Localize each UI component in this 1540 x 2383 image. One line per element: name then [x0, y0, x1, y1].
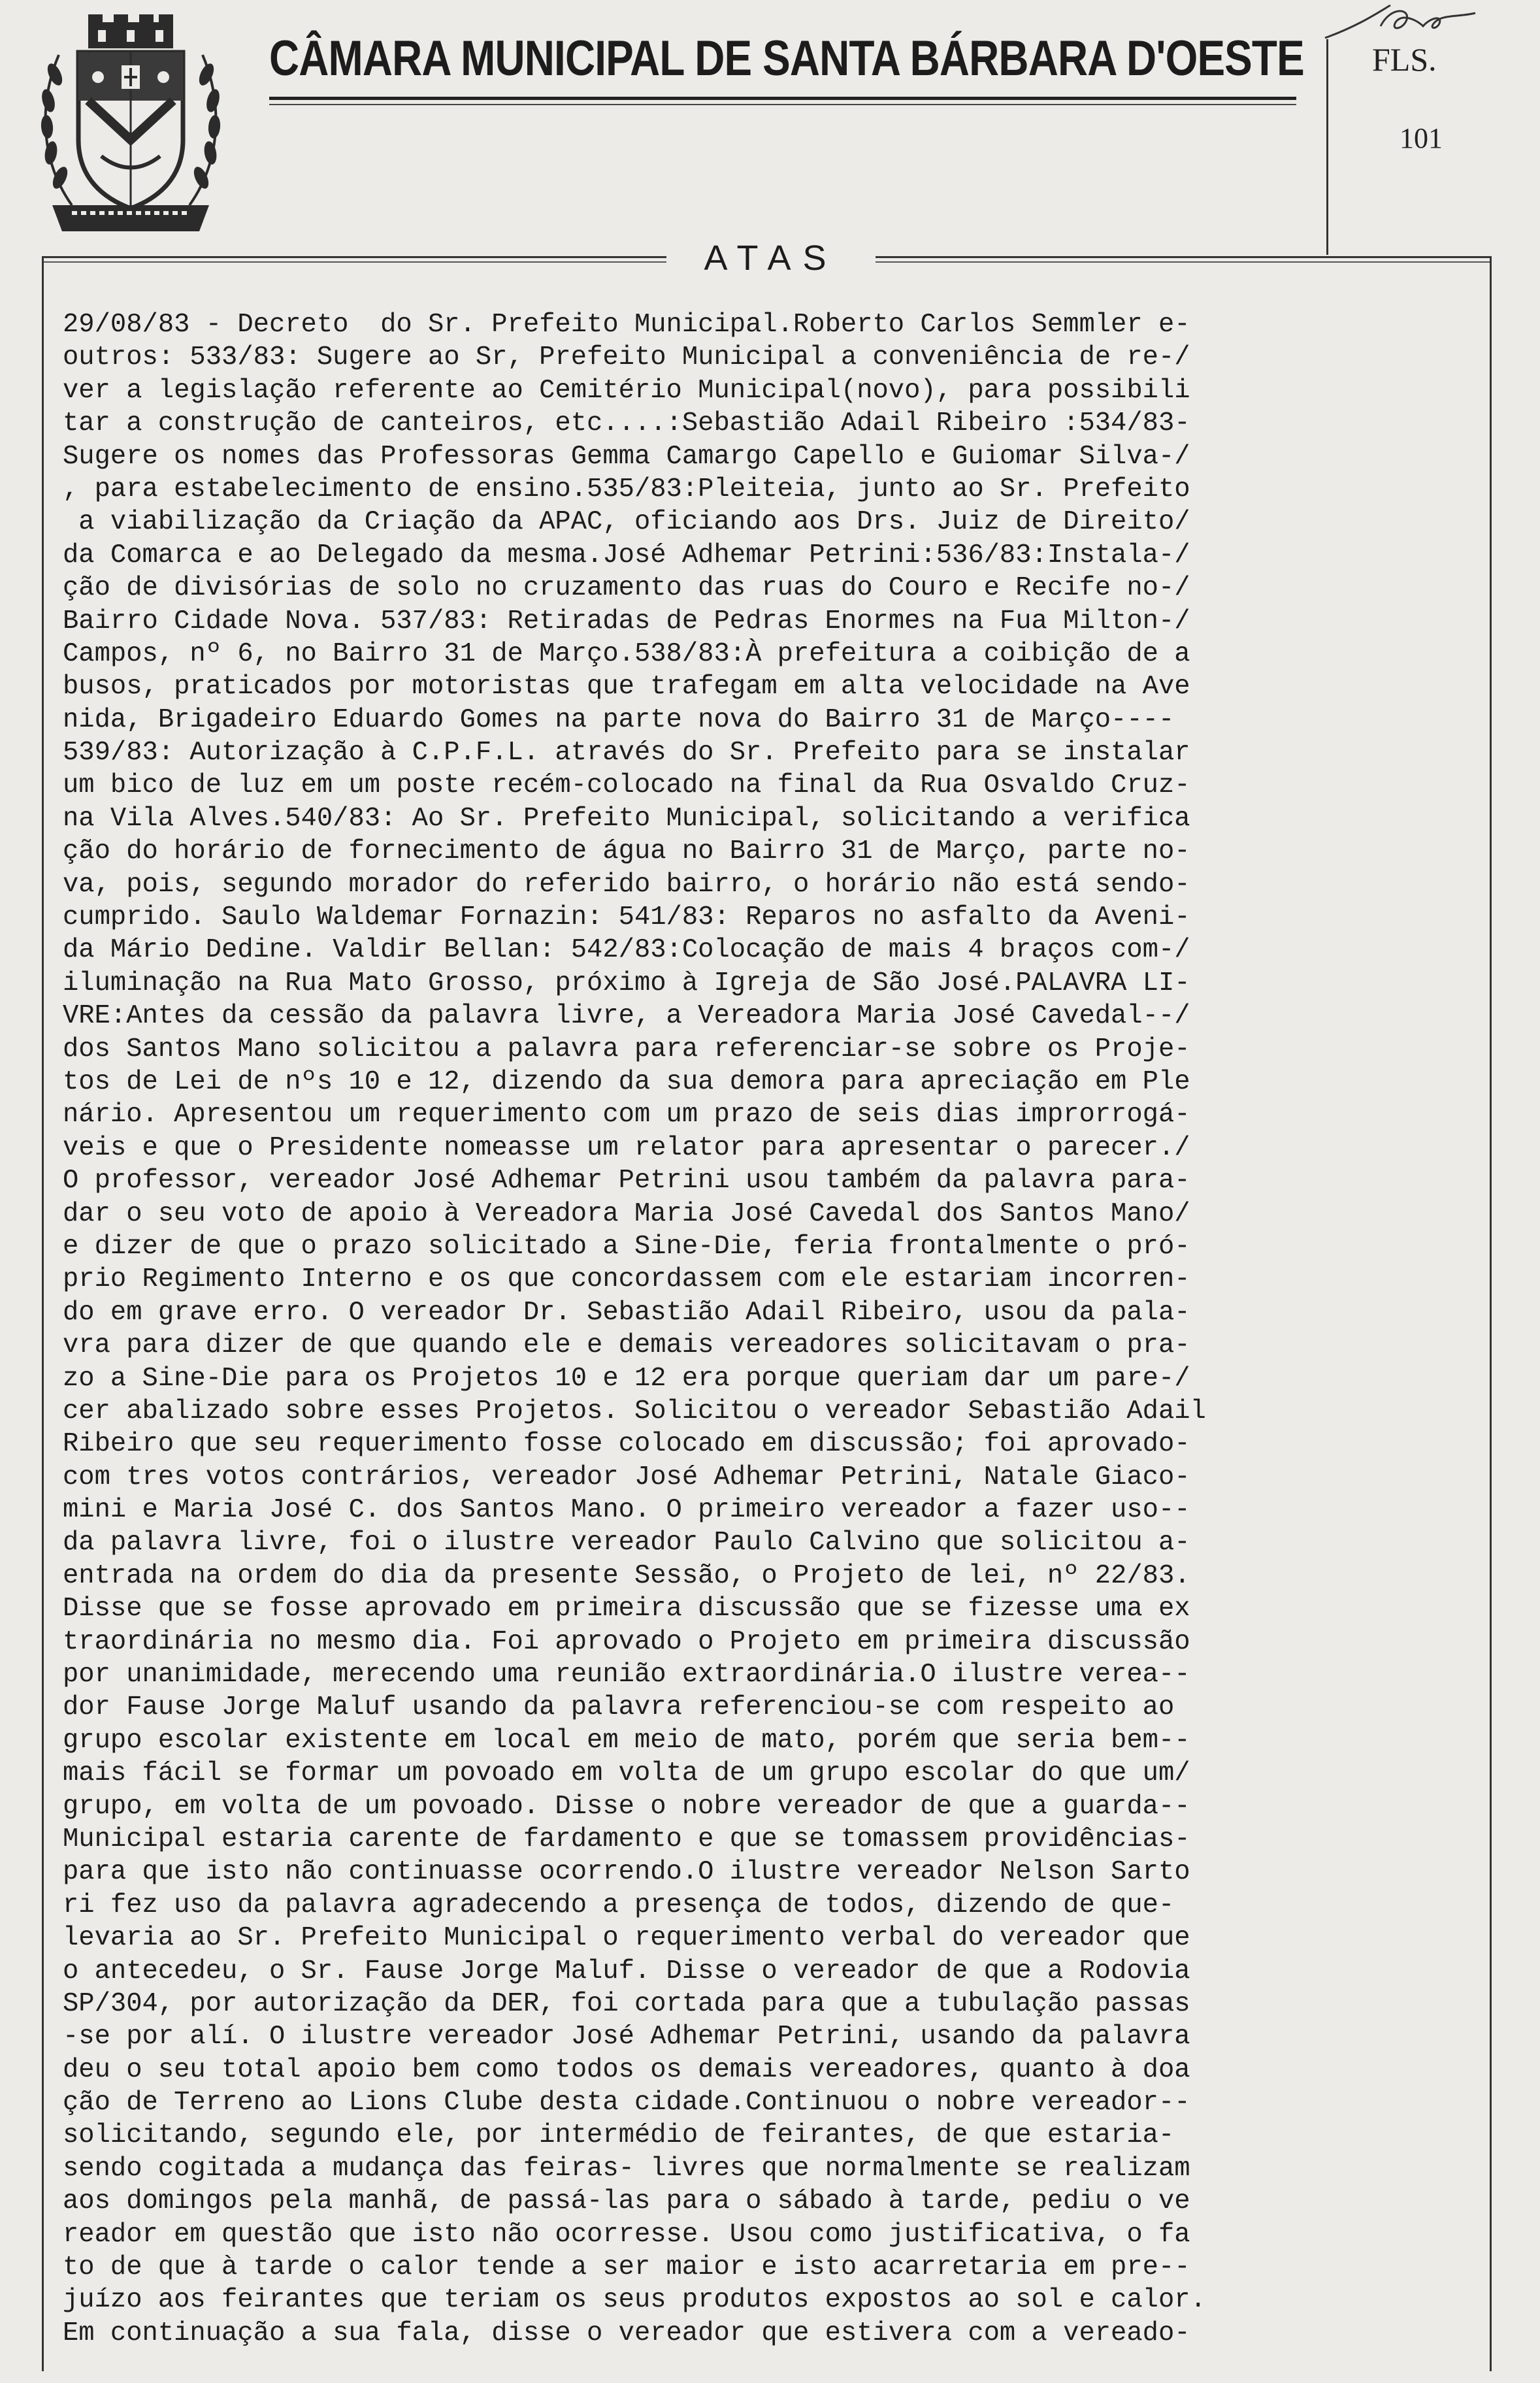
- header-rule-thin: [269, 104, 1296, 105]
- text-line: entrada na ordem do dia da presente Sessão, o Projeto de lei, nº 22/83.: [63, 1560, 1190, 1591]
- text-line: va, pois, segundo morador do referido bairro, o horário não está sendo-: [63, 869, 1190, 900]
- text-line: deu o seu total apoio bem como todos os demais vereadores, quanto à doa: [63, 2054, 1190, 2085]
- city-crest-logo: [33, 9, 229, 244]
- text-line: Em continuação a sua fala, disse o vereador que estivera com a vereado-: [63, 2318, 1190, 2348]
- text-line: com tres votos contrários, vereador José Adhemar Petrini, Natale Giaco-: [63, 1462, 1190, 1492]
- frame-top-right: [876, 256, 1492, 258]
- text-line: ção de Terreno ao Lions Clube desta cidade.Continuou o nobre vereador--: [63, 2088, 1190, 2118]
- text-line: da Mário Dedine. Valdir Bellan: 542/83:Colocação de mais 4 braços com-/: [63, 935, 1190, 966]
- frame-top-left-inner: [42, 261, 666, 263]
- text-line: Bairro Cidade Nova. 537/83: Retiradas de Pedras Enormes na Fua Milton-/: [63, 606, 1190, 636]
- text-line: juízo aos feirantes que teriam os seus produtos expostos ao sol e calor.: [63, 2285, 1206, 2316]
- text-line: grupo, em volta de um povoado. Disse o nobre vereador de que a guarda--: [63, 1791, 1190, 1822]
- text-line: dar o seu voto de apoio à Vereadora Maria José Cavedal dos Santos Mano/: [63, 1198, 1190, 1229]
- text-line: tos de Lei de nºs 10 e 12, dizendo da sua demora para apreciação em Ple: [63, 1066, 1190, 1097]
- text-line: ção do horário de fornecimento de água no Bairro 31 de Março, parte no-: [63, 836, 1190, 867]
- text-line: busos, praticados por motoristas que trafegam em alta velocidade na Ave: [63, 672, 1190, 702]
- text-line: cer abalizado sobre esses Projetos. Solicitou o vereador Sebastião Adail: [63, 1396, 1206, 1426]
- text-line: Disse que se fosse aprovado em primeira discussão que se fizesse uma ex: [63, 1594, 1190, 1624]
- text-line: do em grave erro. O vereador Dr. Sebastião Adail Ribeiro, usou da pala-: [63, 1297, 1190, 1328]
- text-line: um bico de luz em um poste recém-colocado na final da Rua Osvaldo Cruz-: [63, 770, 1190, 801]
- text-line: 29/08/83 - Decreto do Sr. Prefeito Municipal.Roberto Carlos Semmler e-: [63, 310, 1190, 340]
- organization-name: CÂMARA MUNICIPAL DE SANTA BÁRBARA D'OESTE: [269, 31, 1304, 86]
- text-line: traordinária no mesmo dia. Foi aprovado o Projeto em primeira discussão: [63, 1626, 1190, 1657]
- frame-top-right-inner: [876, 261, 1492, 263]
- text-line: iluminação na Rua Mato Grosso, próximo à Igreja de São José.PALAVRA LI-: [63, 968, 1190, 998]
- text-line: 539/83: Autorização à C.P.F.L. através do Sr. Prefeito para se instalar: [63, 738, 1190, 768]
- frame-right: [1490, 256, 1492, 2371]
- minutes-text: [63, 308, 1481, 2383]
- frame-top-left: [42, 256, 666, 258]
- text-line: aos domingos pela manhã, de passá-las para o sábado à tarde, pediu o ve: [63, 2186, 1190, 2217]
- text-line: SP/304, por autorização da DER, foi cortada para que a tubulação passas: [63, 1988, 1190, 2019]
- text-line: vra para dizer de que quando ele e demais vereadores solicitavam o pra-: [63, 1330, 1190, 1361]
- text-line: dos Santos Mano solicitou a palavra para referenciar-se sobre os Proje-: [63, 1034, 1190, 1064]
- text-line: dor Fause Jorge Maluf usando da palavra referenciou-se com respeito ao: [63, 1692, 1175, 1723]
- text-line: Sugere os nomes das Professoras Gemma Camargo Capello e Guiomar Silva-/: [63, 441, 1190, 472]
- text-line: o antecedeu, o Sr. Fause Jorge Maluf. Disse o vereador de que a Rodovia: [63, 1956, 1190, 1986]
- text-line: outros: 533/83: Sugere ao Sr, Prefeito Municipal a conveniência de re-/: [63, 342, 1190, 373]
- text-line: por unanimidade, merecendo uma reunião extraordinária.O ilustre verea--: [63, 1660, 1190, 1690]
- folio-divider: [1326, 39, 1328, 255]
- text-line: sendo cogitada a mudança das feiras- livres que normalmente se realizam: [63, 2153, 1190, 2184]
- text-line: solicitando, segundo ele, por intermédio de feirantes, de que estaria-: [63, 2120, 1175, 2151]
- folio-number: 101: [1400, 122, 1443, 154]
- text-line: para que isto não continuasse ocorrendo.O ilustre vereador Nelson Sarto: [63, 1857, 1190, 1888]
- text-line: nida, Brigadeiro Eduardo Gomes na parte nova do Bairro 31 de Março----: [63, 704, 1175, 735]
- text-line: levaria ao Sr. Prefeito Municipal o requerimento verbal do vereador que: [63, 1923, 1190, 1954]
- text-line: da palavra livre, foi o ilustre vereador Paulo Calvino que solicitou a-: [63, 1528, 1190, 1558]
- text-line: mais fácil se formar um povoado em volta de um grupo escolar do que um/: [63, 1758, 1190, 1789]
- text-line: a viabilização da Criação da APAC, oficiando aos Drs. Juiz de Direito/: [63, 507, 1190, 538]
- text-line: tar a construção de canteiros, etc....:Sebastião Adail Ribeiro :534/83-: [63, 408, 1190, 439]
- text-line: nário. Apresentou um requerimento com um prazo de seis dias improrrogá-: [63, 1100, 1190, 1130]
- text-line: mini e Maria José C. dos Santos Mano. O primeiro vereador a fazer uso--: [63, 1495, 1190, 1526]
- text-line: grupo escolar existente em local em meio de mato, porém que seria bem--: [63, 1725, 1190, 1756]
- text-line: [63, 2350, 1481, 2382]
- text-line: e dizer de que o prazo solicitado a Sine-Die, feria frontalmente o pró-: [63, 1231, 1190, 1262]
- text-line: veis e que o Presidente nomeasse um relator para apresentar o parecer./: [63, 1132, 1190, 1163]
- text-line: Campos, nº 6, no Bairro 31 de Março.538/83:À prefeitura a coibição de a: [63, 638, 1190, 669]
- text-line: prio Regimento Interno e os que concordassem com ele estariam incorren-: [63, 1264, 1190, 1295]
- header-rule: [269, 97, 1296, 100]
- frame-left: [42, 256, 44, 2371]
- text-line: to de que à tarde o calor tende a ser maior e isto acarretaria em pre--: [63, 2252, 1190, 2283]
- handwritten-initials-signature: [1319, 0, 1488, 46]
- text-line: ver a legislação referente ao Cemitério Municipal(novo), para possibili: [63, 375, 1190, 406]
- text-line: reador em questão que isto não ocorresse. Usou como justificativa, o fa: [63, 2219, 1190, 2250]
- text-line: zo a Sine-Die para os Projetos 10 e 12 era porque queriam dar um pare-/: [63, 1363, 1190, 1394]
- text-line: na Vila Alves.540/83: Ao Sr. Prefeito Municipal, solicitando a verifica: [63, 803, 1190, 834]
- text-line: Ribeiro que seu requerimento fosse colocado em discussão; foi aprovado-: [63, 1429, 1190, 1460]
- text-line: da Comarca e ao Delegado da mesma.José Adhemar Petrini:536/83:Instala-/: [63, 540, 1190, 570]
- text-line: Municipal estaria carente de fardamento e que se tomassem providências-: [63, 1824, 1190, 1854]
- folio-label: FLS.: [1372, 41, 1437, 78]
- text-line: ção de divisórias de solo no cruzamento das ruas do Couro e Recife no-/: [63, 573, 1190, 604]
- text-line: -se por alí. O ilustre vereador José Adhemar Petrini, usando da palavra: [63, 2022, 1190, 2052]
- text-line: O professor, vereador José Adhemar Petrini usou também da palavra para-: [63, 1166, 1190, 1196]
- section-title: ATAS: [704, 238, 838, 278]
- text-line: ri fez uso da palavra agradecendo a presença de todos, dizendo de que-: [63, 1890, 1175, 1920]
- text-line: , para estabelecimento de ensino.535/83:Pleiteia, junto ao Sr. Prefeito: [63, 474, 1190, 504]
- text-line: cumprido. Saulo Waldemar Fornazin: 541/83: Reparos no asfalto da Aveni-: [63, 902, 1190, 933]
- text-line: VRE:Antes da cessão da palavra livre, a Vereadora Maria José Cavedal--/: [63, 1001, 1190, 1032]
